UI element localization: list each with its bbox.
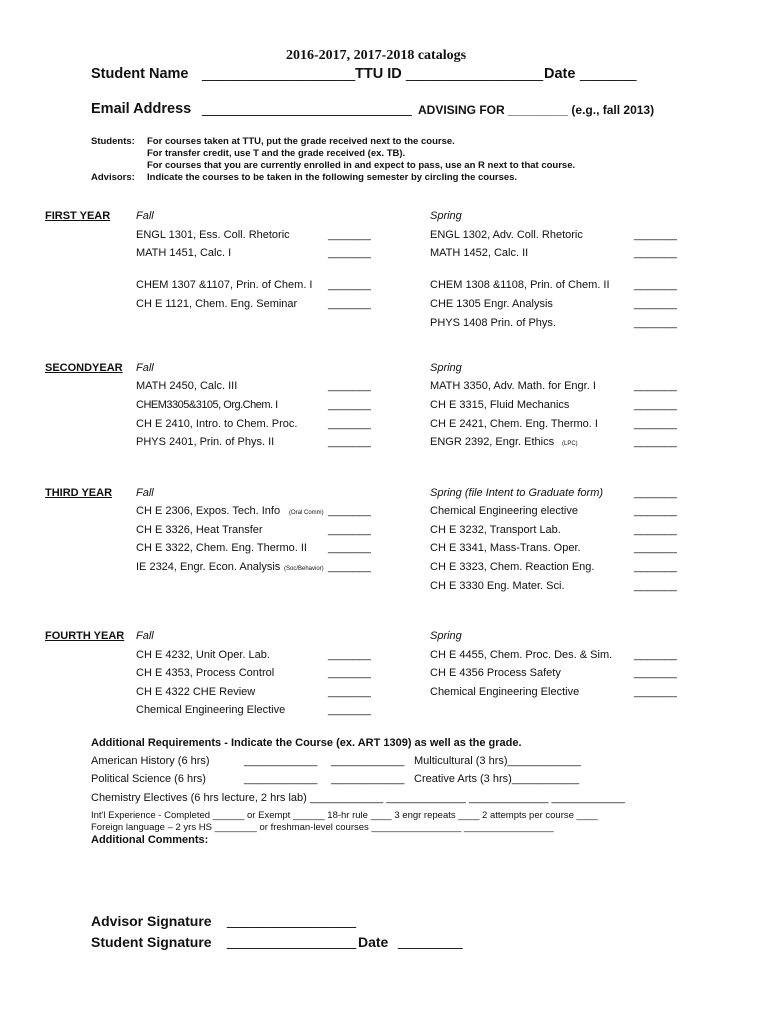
first-year-heading: FIRST YEAR (45, 210, 111, 222)
course-item[interactable]: Chemical Engineering elective (430, 505, 578, 517)
first-year-spring-label: Spring (430, 210, 462, 222)
additional-requirements-title: Additional Requirements - Indicate the Course (ex. ART 1309) as well as the grade. (91, 737, 522, 749)
grade-blank[interactable]: _______ (634, 561, 677, 573)
american-history-blank-2[interactable]: ____________ (331, 755, 405, 767)
course-item[interactable]: CHEM 1308 &1108, Prin. of Chem. II (430, 279, 610, 291)
course-item[interactable]: CH E 2421, Chem. Eng. Thermo. I (430, 418, 598, 430)
course-item[interactable]: CH E 3232, Transport Lab. (430, 524, 561, 536)
course-item[interactable]: MATH 1451, Calc. I (136, 247, 232, 259)
multicultural-field[interactable]: Multicultural (3 hrs)____________ (414, 755, 581, 767)
grade-blank[interactable]: _______ (634, 279, 677, 291)
grade-blank[interactable]: _______ (328, 279, 371, 291)
catalogs-title: 2016-2017, 2017-2018 catalogs (286, 48, 467, 63)
course-item[interactable]: ENGL 1301, Ess. Coll. Rhetoric (136, 229, 290, 241)
grade-blank[interactable]: _______ (328, 686, 371, 698)
course-item[interactable]: MATH 2450, Calc. III (136, 380, 238, 392)
course-item[interactable]: CH E 4455, Chem. Proc. Des. & Sim. (430, 649, 613, 661)
course-item[interactable]: CH E 4322 CHE Review (136, 686, 256, 698)
advisor-signature-field[interactable]: ________________ (227, 913, 357, 929)
course-item[interactable]: IE 2324, Engr. Econ. Analysis (136, 561, 281, 573)
fourth-year-fall-label: Fall (136, 630, 154, 642)
grade-blank[interactable]: _______ (634, 487, 677, 499)
third-year-heading: THIRD YEAR (45, 487, 113, 499)
course-item[interactable]: CH E 3326, Heat Transfer (136, 524, 263, 536)
course-item[interactable]: CH E 4353, Process Control (136, 667, 275, 679)
grade-blank[interactable]: _______ (634, 380, 677, 392)
grade-blank[interactable]: _______ (328, 380, 371, 392)
foreign-language-field[interactable]: Foreign language – 2 yrs HS ________ or freshman-level courses _________________ _________________ (91, 822, 554, 833)
grade-blank[interactable]: _______ (328, 436, 371, 448)
course-item[interactable]: CH E 2410, Intro. to Chem. Proc. (136, 418, 298, 430)
ttu-id-field[interactable]: _________________ (406, 66, 544, 82)
grade-blank[interactable]: _______ (328, 298, 371, 310)
grade-blank[interactable]: _______ (634, 229, 677, 241)
course-item[interactable]: CHEM 1307 &1107, Prin. of Chem. I (136, 279, 313, 291)
grade-blank[interactable]: _______ (634, 524, 677, 536)
course-item[interactable]: PHYS 1408 Prin. of Phys. (430, 317, 556, 329)
course-item[interactable]: ENGL 1302, Adv. Coll. Rhetoric (430, 229, 583, 241)
political-science-blank-2[interactable]: ____________ (331, 773, 405, 785)
grade-blank[interactable]: _______ (328, 667, 371, 679)
grade-blank[interactable]: _______ (634, 542, 677, 554)
advisors-label: Advisors: (91, 172, 135, 183)
course-note: (Oral Comm) (289, 510, 324, 516)
american-history-label: American History (6 hrs) (91, 755, 210, 767)
email-field[interactable]: __________________________ (202, 101, 412, 117)
instruction-line: Indicate the courses to be taken in the following semester by circling the courses. (147, 172, 518, 183)
course-item[interactable]: CH E 3323, Chem. Reaction Eng. (430, 561, 595, 573)
student-signature-field[interactable]: ________________ (227, 934, 357, 950)
course-item[interactable]: CH E 3330 Eng. Mater. Sci. (430, 580, 565, 592)
grade-blank[interactable]: _______ (328, 524, 371, 536)
course-item[interactable]: Chemical Engineering Elective (136, 704, 286, 716)
second-year-heading: SECONDYEAR (45, 362, 123, 374)
signature-date-label: Date (358, 934, 389, 950)
first-year-fall-label: Fall (136, 210, 154, 222)
grade-blank[interactable]: _______ (328, 649, 371, 661)
political-science-blank-1[interactable]: ____________ (244, 773, 318, 785)
fourth-year-heading: FOURTH YEAR (45, 630, 125, 642)
course-item[interactable]: Chemical Engineering Elective (430, 686, 580, 698)
grade-blank[interactable]: _______ (634, 505, 677, 517)
course-item[interactable]: CH E 3322, Chem. Eng. Thermo. II (136, 542, 307, 554)
grade-blank[interactable]: _______ (328, 418, 371, 430)
course-item[interactable]: CH E 2306, Expos. Tech. Info (136, 505, 281, 517)
intl-experience-field[interactable]: Int'l Experience - Completed ______ or Exempt ______ 18-hr rule ____ 3 engr repeats ____ 2 attempts per course ____ (91, 810, 598, 821)
grade-blank[interactable]: _______ (634, 298, 677, 310)
second-year-spring-label: Spring (430, 362, 462, 374)
course-item[interactable]: CH E 3341, Mass-Trans. Oper. (430, 542, 581, 554)
chemistry-electives-field[interactable]: Chemistry Electives (6 hrs lecture, 2 hrs lab) ____________ _____________ _____________ ____________ (91, 792, 625, 804)
grade-blank[interactable]: _______ (634, 317, 677, 329)
grade-blank[interactable]: _______ (634, 686, 677, 698)
signature-date-field[interactable]: ________ (398, 934, 463, 950)
grade-blank[interactable]: _______ (634, 247, 677, 259)
instruction-line: For transfer credit, use T and the grade received (ex. TB). (147, 148, 406, 159)
fourth-year-spring-label: Spring (430, 630, 462, 642)
grade-blank[interactable]: _______ (328, 399, 371, 411)
course-item[interactable]: CHE 1305 Engr. Analysis (430, 298, 553, 310)
grade-blank[interactable]: _______ (634, 418, 677, 430)
students-label: Students: (91, 136, 135, 147)
instruction-line: For courses that you are currently enrolled in and expect to pass, use an R next to that course. (147, 160, 576, 171)
advising-for-field[interactable]: ADVISING FOR _________ (e.g., fall 2013) (418, 103, 655, 117)
advisor-signature-label: Advisor Signature (91, 913, 212, 929)
course-item[interactable]: CHEM3305&3105, Org.Chem. I (136, 399, 278, 411)
course-item[interactable]: MATH 3350, Adv. Math. for Engr. I (430, 380, 596, 392)
course-item[interactable]: CH E 4356 Process Safety (430, 667, 561, 679)
student-signature-label: Student Signature (91, 934, 212, 950)
grade-blank[interactable]: _______ (328, 561, 371, 573)
student-name-label: Student Name (91, 66, 189, 82)
grade-blank[interactable]: _______ (634, 580, 677, 592)
course-item[interactable]: PHYS 2401, Prin. of Phys. II (136, 436, 275, 448)
email-label: Email Address (91, 101, 192, 117)
political-science-label: Political Science (6 hrs) (91, 773, 206, 785)
grade-blank[interactable]: _______ (634, 436, 677, 448)
grade-blank[interactable]: _______ (328, 542, 371, 554)
course-item[interactable]: CH E 4232, Unit Oper. Lab. (136, 649, 270, 661)
instruction-line: For courses taken at TTU, put the grade received next to the course. (147, 136, 455, 147)
course-item[interactable]: ENGR 2392, Engr. Ethics (430, 436, 555, 448)
creative-arts-field[interactable]: Creative Arts (3 hrs)___________ (414, 773, 580, 785)
grade-blank[interactable]: _______ (634, 399, 677, 411)
course-item[interactable]: CH E 1121, Chem. Eng. Seminar (136, 298, 298, 310)
course-note: (LPC) (562, 441, 578, 447)
american-history-blank-1[interactable]: ____________ (244, 755, 318, 767)
second-year-fall-label: Fall (136, 362, 154, 374)
course-item[interactable]: CH E 3315, Fluid Mechanics (430, 399, 570, 411)
ttu-id-label: TTU ID (355, 66, 402, 82)
course-item[interactable]: MATH 1452, Calc. II (430, 247, 529, 259)
grade-blank[interactable]: _______ (328, 704, 371, 716)
date-label: Date (544, 66, 576, 82)
grade-blank[interactable]: _______ (328, 247, 371, 259)
additional-comments-label: Additional Comments: (91, 834, 209, 846)
student-name-field[interactable]: ___________________ (202, 66, 356, 82)
grade-blank[interactable]: _______ (328, 505, 371, 517)
grade-blank[interactable]: _______ (634, 667, 677, 679)
date-field[interactable]: _______ (580, 66, 637, 82)
third-year-spring-label: Spring (file Intent to Graduate form) (430, 487, 604, 499)
grade-blank[interactable]: _______ (634, 649, 677, 661)
course-note: (Soc/Behavior) (284, 566, 324, 572)
grade-blank[interactable]: _______ (328, 229, 371, 241)
third-year-fall-label: Fall (136, 487, 154, 499)
